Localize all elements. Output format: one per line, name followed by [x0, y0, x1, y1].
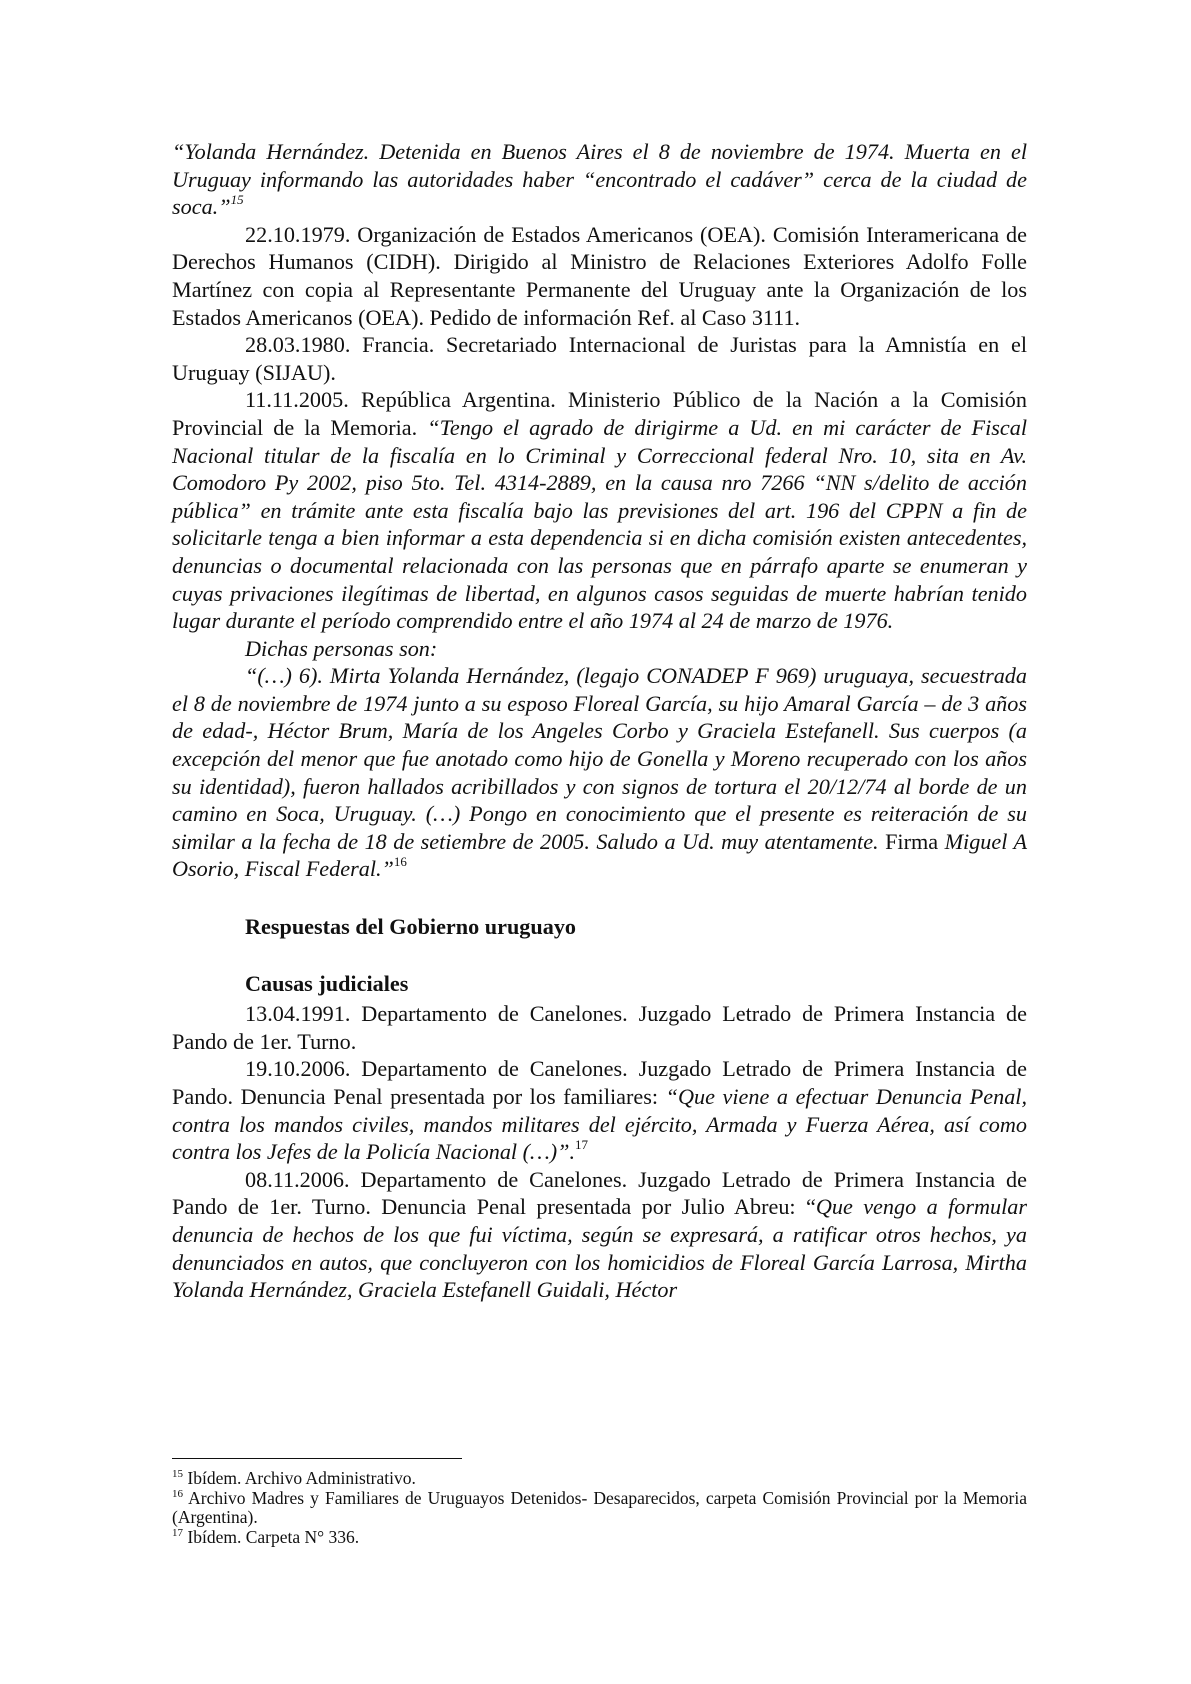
paragraph-lead: 19.10.2006. Departamento de Canelones. Juzgado Letrado de Primera Instancia de Pando. Denuncia Penal presentada por los familiares:	[172, 1056, 1027, 1109]
footnote-number: 15	[172, 1468, 183, 1481]
paragraph	[172, 662, 1027, 883]
subsection-heading: Causas judiciales	[245, 970, 409, 996]
footnote-ref: 17	[575, 1136, 589, 1152]
section-heading: Respuestas del Gobierno uruguayo	[245, 914, 577, 940]
footnote-ref: 15	[230, 191, 244, 207]
footnote	[172, 1489, 1027, 1528]
paragraph	[172, 1055, 1027, 1165]
footnote-text: Archivo Madres y Familiares de Uruguayos Detenidos- Desaparecidos, carpeta Comisión Provincial por la Memoria (Argentina).	[172, 1487, 1027, 1527]
document-body	[172, 138, 1027, 1304]
paragraph-lead: 08.11.2006. Departamento de Canelones. Juzgado Letrado de Primera Instancia de Pando de 1er. Turno. Denuncia Penal presentada por Julio Abreu: “	[172, 1166, 1027, 1220]
quote-text: “(…) 6). Mirta Yolanda Hernández, (legajo CONADEP F 969) uruguaya, secuestrada el 8 de noviembre de 1974 junto a su esposo Floreal García, su hijo Amaral García – de 3 años de edad-, Héctor Brum, María de los Angeles Corbo y Graciela Estefanell. Sus cuerpos (a excepción del menor que fue anotado como hijo de Gonella y Moreno recuperado con los años su identidad), fueron hallados acribillados y con signos de tortura el 20/12/74 al borde de un camino en Soca, Uruguay. (…) Pongo en conocimiento que el presente es reiteración de su similar a la fecha de 18 de setiembre de 2005. Saludo a Ud. muy atentamente.	[172, 663, 1027, 854]
footnote	[172, 1528, 1027, 1548]
footnote-number: 16	[172, 1487, 183, 1500]
footnote	[172, 1469, 1027, 1489]
quote-text: “Que viene a efectuar Denuncia Penal, contra los mandos civiles, mandos militares del ejército, Armada y Fuerza Aérea, así como contra los Jefes de la Policía Nacional (…)”.	[172, 1084, 1028, 1165]
paragraph: 13.04.1991. Departamento de Canelones. Juzgado Letrado de Primera Instancia de Pando de 1er. Turno.	[172, 1001, 1027, 1054]
footnotes	[172, 1458, 1027, 1547]
footnote-ref: 16	[393, 854, 407, 870]
quote-paragraph	[172, 138, 1027, 221]
paragraph: 28.03.1980. Francia. Secretariado Internacional de Juristas para la Amnistía en el Uruguay (SIJAU).	[172, 332, 1027, 385]
paragraph: Dichas personas son:	[245, 635, 438, 661]
footnote-divider	[172, 1458, 462, 1459]
signature-label: Firma	[885, 828, 939, 854]
paragraph: 22.10.1979. Organización de Estados Americanos (OEA). Comisión Interamericana de Derechos Humanos (CIDH). Dirigido al Ministro de Relaciones Exteriores Adolfo Folle Martínez con copia al Representante Permanente del Uruguay ante la Organización de los Estados Americanos (OEA). Pedido de información Ref. al Caso 3111.	[172, 221, 1027, 330]
footnote-text: Ibídem. Archivo Administrativo.	[187, 1468, 416, 1488]
paragraph-lead: 11.11.2005. República Argentina. Ministerio Público de la Nación a la Comisión Provincial de la Memoria.	[172, 387, 1027, 440]
footnote-number: 17	[172, 1526, 183, 1539]
paragraph	[172, 386, 1027, 634]
footnote-text: Ibídem. Carpeta N° 336.	[187, 1526, 360, 1547]
quote-text: “Yolanda Hernández. Detenida en Buenos Aires el 8 de noviembre de 1974. Muerta en el Uruguay informando las autoridades haber “encontrado el cadáver” cerca de la ciudad de soca.”	[172, 139, 1027, 220]
quote-text: Que vengo a formular denuncia de hechos de los que fui víctima, según se expresará, a ratificar otros hechos, ya denunciados en autos, que concluyeron con los homicidios de Floreal García Larrosa, Mirtha Yolanda Hernández, Graciela Estefanell Guidali, Héctor	[172, 1194, 1027, 1303]
paragraph	[172, 1166, 1027, 1304]
quote-text: “Tengo el agrado de dirigirme a Ud. en mi carácter de Fiscal Nacional titular de la fiscalía en lo Criminal y Correccional federal Nro. 10, sita en Av. Comodoro Py 2002, piso 5to. Tel. 4314-2889, en la causa nro 7266 “NN s/delito de acción pública” en trámite ante esta fiscalía bajo las previsiones del art. 196 del CPPN a fin de solicitarle tenga a bien informar a esta dependencia si en dicha comisión existen antecedentes, denuncias o documental relacionada con las personas que en párrafo aparte se enumeran y cuyas privaciones ilegítimas de libertad, en algunos casos seguidas de muerte habrían tenido lugar durante el período comprendido entre el año 1974 al 24 de marzo de 1976.	[172, 414, 1027, 634]
signature-name: Miguel A Osorio, Fiscal Federal.”	[172, 828, 1028, 882]
